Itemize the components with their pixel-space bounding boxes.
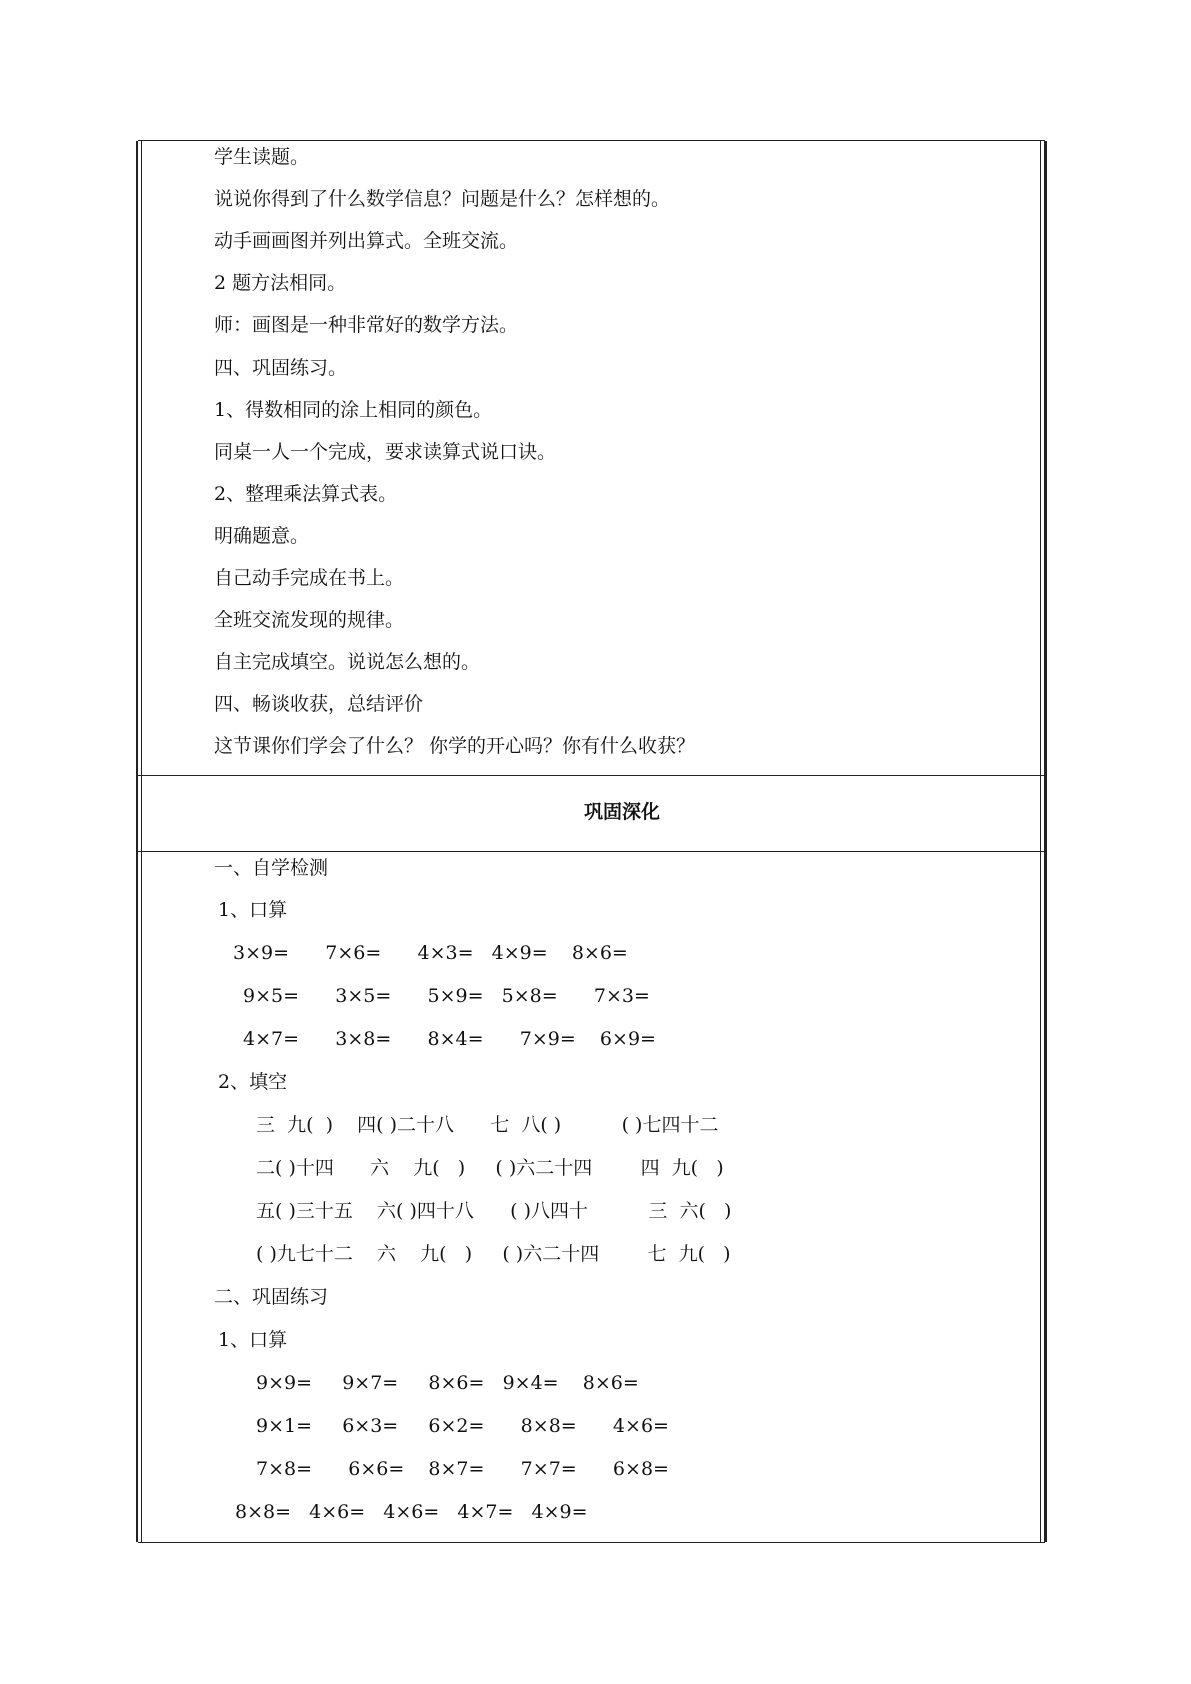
lesson-line: 2 题方法相同。 xyxy=(214,272,347,294)
section-divider-bottom xyxy=(138,851,1045,852)
lesson-line: 说说你得到了什么数学信息？问题是什么？怎样想的。 xyxy=(214,188,671,210)
section-divider-top xyxy=(138,775,1045,776)
subheading-oral-calc-1: 1、口算 xyxy=(218,899,288,921)
lesson-line: 四、畅谈收获，总结评价 xyxy=(214,693,424,715)
calc-row: 7×8= 6×6= 8×7= 7×7= 6×8= xyxy=(256,1458,669,1480)
right-border-outer xyxy=(1044,141,1047,1542)
section-title: 巩固深化 xyxy=(584,801,661,823)
left-border-inner xyxy=(141,141,142,1542)
heading-consolidation: 二、巩固练习 xyxy=(214,1286,329,1308)
lesson-line: 同桌一人一个完成，要求读算式说口诀。 xyxy=(214,441,557,463)
lesson-line: 1、得数相同的涂上相同的颜色。 xyxy=(214,399,493,421)
lesson-line: 自己动手完成在书上。 xyxy=(214,567,405,589)
lesson-line: 动手画画图并列出算式。全班交流。 xyxy=(214,230,519,252)
lesson-line: 自主完成填空。说说怎么想的。 xyxy=(214,651,481,673)
subheading-fill-blank: 2、填空 xyxy=(218,1071,288,1093)
calc-row: 9×9= 9×7= 8×6= 9×4= 8×6= xyxy=(256,1372,639,1394)
calc-row: 9×5= 3×5= 5×9= 5×8= 7×3= xyxy=(243,985,650,1007)
heading-self-check: 一、自学检测 xyxy=(214,857,329,879)
lesson-line: 2、整理乘法算式表。 xyxy=(214,483,398,505)
fill-row: ( )九七十二 六 九( ) ( )六二十四 七 九( ) xyxy=(256,1243,731,1265)
calc-row: 4×7= 3×8= 8×4= 7×9= 6×9= xyxy=(243,1028,656,1050)
lesson-line: 全班交流发现的规律。 xyxy=(214,609,405,631)
calc-row: 3×9= 7×6= 4×3= 4×9= 8×6= xyxy=(233,942,628,964)
subheading-oral-calc-2: 1、口算 xyxy=(218,1329,288,1351)
lesson-line: 这节课你们学会了什么？ 你学的开心吗？你有什么收获？ xyxy=(214,735,696,757)
calc-row: 9×1= 6×3= 6×2= 8×8= 4×6= xyxy=(256,1415,669,1437)
fill-row: 二( )十四 六 九( ) ( )六二十四 四 九( ) xyxy=(256,1157,724,1179)
calc-row: 8×8= 4×6= 4×6= 4×7= 4×9= xyxy=(235,1501,588,1523)
lesson-line: 师：画图是一种非常好的数学方法。 xyxy=(214,314,519,336)
lesson-line: 四、巩固练习。 xyxy=(214,357,348,379)
fill-row: 五( )三十五 六( )四十八 ( )八四十 三 六( ) xyxy=(256,1200,732,1222)
lesson-line: 学生读题。 xyxy=(214,146,310,168)
right-border-inner xyxy=(1040,141,1041,1542)
lesson-line: 明确题意。 xyxy=(214,525,310,547)
left-border-outer xyxy=(136,141,138,1542)
fill-row: 三 九( ) 四( )二十八 七 八( ) ( )七四十二 xyxy=(256,1114,719,1136)
